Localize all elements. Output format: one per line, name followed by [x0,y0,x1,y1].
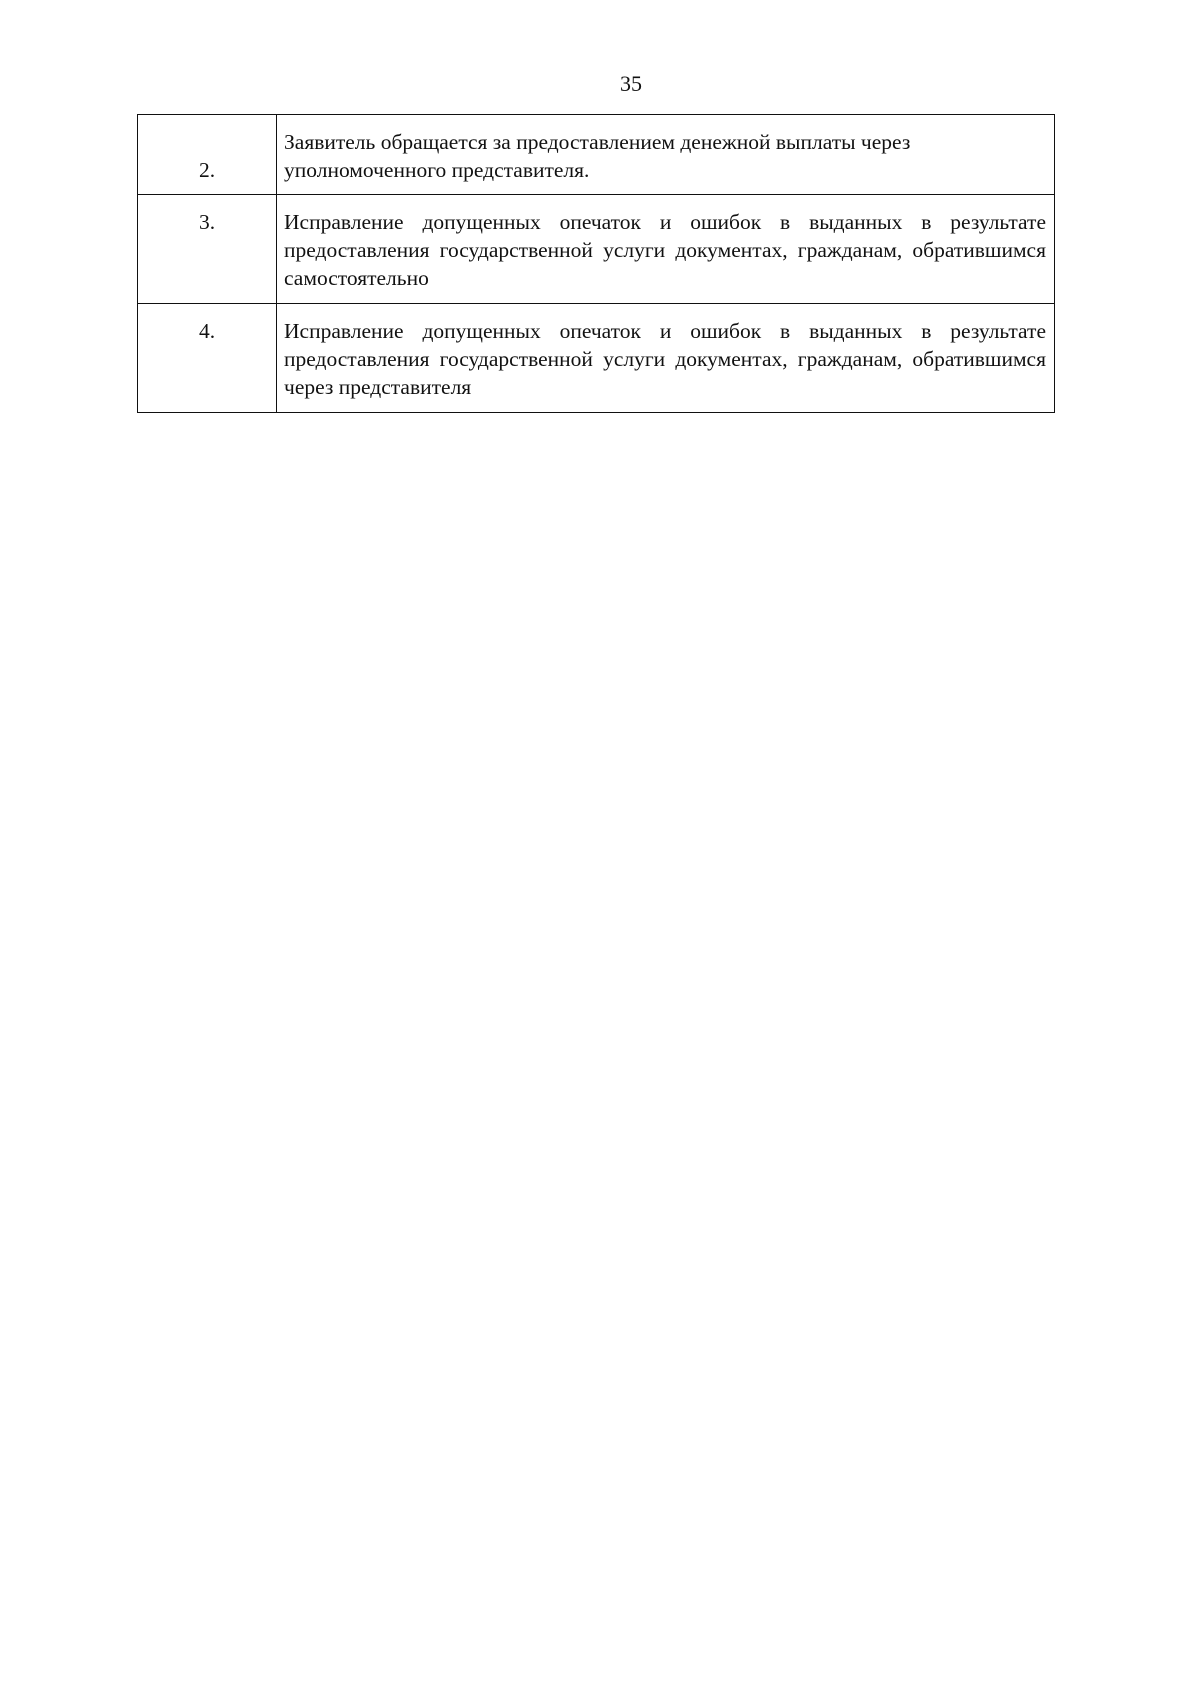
row-number-cell: 2. [138,115,277,195]
row-number-cell: 4. [138,304,277,413]
document-table [137,114,1055,413]
row-text-cell: Исправление допущенных опечаток и ошибок в выданных в результате предоставления государственной услуги документах, гражданам, обратившимся самостоятельно [277,195,1055,304]
table-row [138,304,1055,413]
table-row [138,115,1055,195]
row-number-cell: 3. [138,195,277,304]
page-number: 35 [620,71,642,96]
row-text-cell: Заявитель обращается за предоставлением денежной выплаты через уполномоченного представителя. [277,115,1055,195]
table-row [138,195,1055,304]
row-text-cell: Исправление допущенных опечаток и ошибок в выданных в результате предоставления государственной услуги документах, гражданам, обратившимся через представителя [277,304,1055,413]
